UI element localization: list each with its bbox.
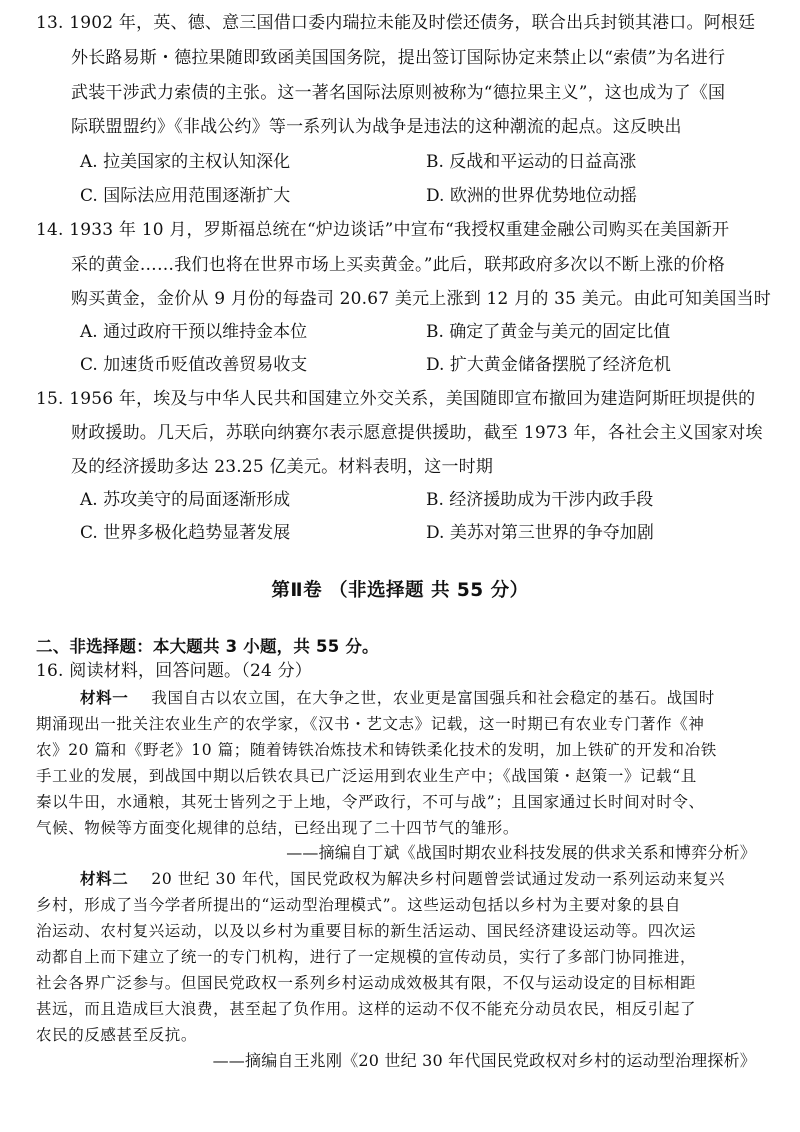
material-source: ——摘编自王兆刚《20 世纪 30 年代国民党政权对乡村的运动型治理探析》: [212, 1051, 756, 1070]
material-line: 治运动、农村复兴运动，以及以乡村为重要目标的新生活运动、国民经济建设运动等。四次运: [36, 922, 697, 940]
question-line: 及的经济援助多达 23.25 亿美元。材料表明，这一时期: [71, 457, 494, 477]
material-line: 乡村，形成了当今学者所提出的“运动型治理模式”。这些运动包括以乡村为主要对象的县自: [36, 896, 681, 914]
material-line: 社会各界广泛参与。但国民党政权一系列乡村运动成效极其有限，不仅与运动设定的目标相距: [36, 974, 697, 992]
material-line: 甚远，而且造成巨大浪费，甚至起了负作用。这样的运动不仅不能充分动员农民，相反引起了: [36, 1000, 697, 1018]
option-b: B. 确定了黄金与美元的固定比值: [426, 322, 671, 342]
material-line: 农民的反感甚至反抗。: [36, 1026, 198, 1044]
question-line: 际联盟盟约》《非战公约》等一系列认为战争是违法的这种潮流的起点。这反映出: [71, 117, 682, 137]
material-source: ——摘编自丁斌《战国时期农业科技发展的供求关系和博弈分析》: [286, 843, 756, 862]
question-line: 采的黄金……我们也将在世界市场上买卖黄金。”此后，联邦政府多次以不断上涨的价格: [71, 255, 725, 275]
question-16-title: 16. 阅读材料，回答问题。（24 分）: [36, 661, 312, 681]
material-label: 材料一: [80, 689, 129, 707]
material-line: 期涌现出一批关注农业生产的农学家，《汉书・艺文志》记载，这一时期已有农业专门著作《神: [36, 715, 705, 733]
material-first-line: [80, 868, 725, 890]
section-title: 第Ⅱ卷 （非选择题 共 55 分）: [271, 580, 529, 601]
question-line: 13. 1902 年，英、德、意三国借口委内瑞拉未能及时偿还债务，联合出兵封锁其港口。阿根廷: [36, 13, 756, 33]
question-line: 14. 1933 年 10 月，罗斯福总统在“炉边谈话”中宣布“我授权重建金融公司购买在美国新开: [36, 220, 730, 240]
option-d: D. 欧洲的世界优势地位动摇: [426, 186, 637, 206]
option-c: C. 世界多极化趋势显著发展: [80, 523, 291, 543]
part-heading: 二、非选择题：本大题共 3 小题，共 55 分。: [36, 637, 379, 656]
option-b: B. 经济援助成为干涉内政手段: [426, 490, 654, 510]
question-line: 武装干涉武力索债的主张。这一著名国际法原则被称为“德拉果主义”，这也成为了《国: [71, 83, 726, 103]
option-b: B. 反战和平运动的日益高涨: [426, 152, 637, 172]
material-line: 动都自上而下建立了统一的专门机构，进行了一定规模的宣传动员，实行了多部门协同推进，: [36, 948, 697, 966]
material-text: 20 世纪 30 年代，国民党政权为解决乡村问题曾尝试通过发动一系列运动来复兴: [151, 870, 726, 888]
option-c: C. 加速货币贬值改善贸易收支: [80, 355, 308, 375]
material-line: 秦以牛田，水通粮，其死士皆列之于上地，令严政行，不可与战”；且国家通过长时间对时令、: [36, 793, 705, 811]
question-line: 外长路易斯・德拉果随即致函美国国务院，提出签订国际协定来禁止以“索债”为名进行: [71, 48, 726, 68]
material-label: 材料二: [80, 870, 129, 888]
question-line: 15. 1956 年，埃及与中华人民共和国建立外交关系，美国随即宣布撤回为建造阿斯旺坝提供的: [36, 389, 756, 409]
option-a: A. 拉美国家的主权认知深化: [80, 152, 291, 172]
option-d: D. 美苏对第三世界的争夺加剧: [426, 523, 654, 543]
option-d: D. 扩大黄金储备摆脱了经济危机: [426, 355, 671, 375]
option-c: C. 国际法应用范围逐渐扩大: [80, 186, 291, 206]
material-line: 农》20 篇和《野老》10 篇；随着铸铁冶炼技术和铸铁柔化技术的发明，加上铁矿的开发和冶铁: [36, 741, 717, 759]
option-a: A. 通过政府干预以维持金本位: [80, 322, 308, 342]
material-first-line: [80, 687, 715, 709]
material-text: 我国自古以农立国，在大争之世，农业更是富国强兵和社会稳定的基石。战国时: [151, 689, 715, 707]
question-line: 财政援助。几天后，苏联向纳赛尔表示愿意提供援助，截至 1973 年，各社会主义国家对埃: [71, 423, 763, 443]
question-line: 购买黄金，金价从 9 月份的每盎司 20.67 美元上涨到 12 月的 35 美元。由此可知美国当时: [71, 289, 771, 309]
option-a: A. 苏攻美守的局面逐渐形成: [80, 490, 291, 510]
material-line: 手工业的发展，到战国中期以后铁农具已广泛运用到农业生产中；《战国策・赵策一》记载“且: [36, 767, 697, 785]
material-line: 气候、物候等方面变化规律的总结，已经出现了二十四节气的雏形。: [36, 819, 520, 837]
